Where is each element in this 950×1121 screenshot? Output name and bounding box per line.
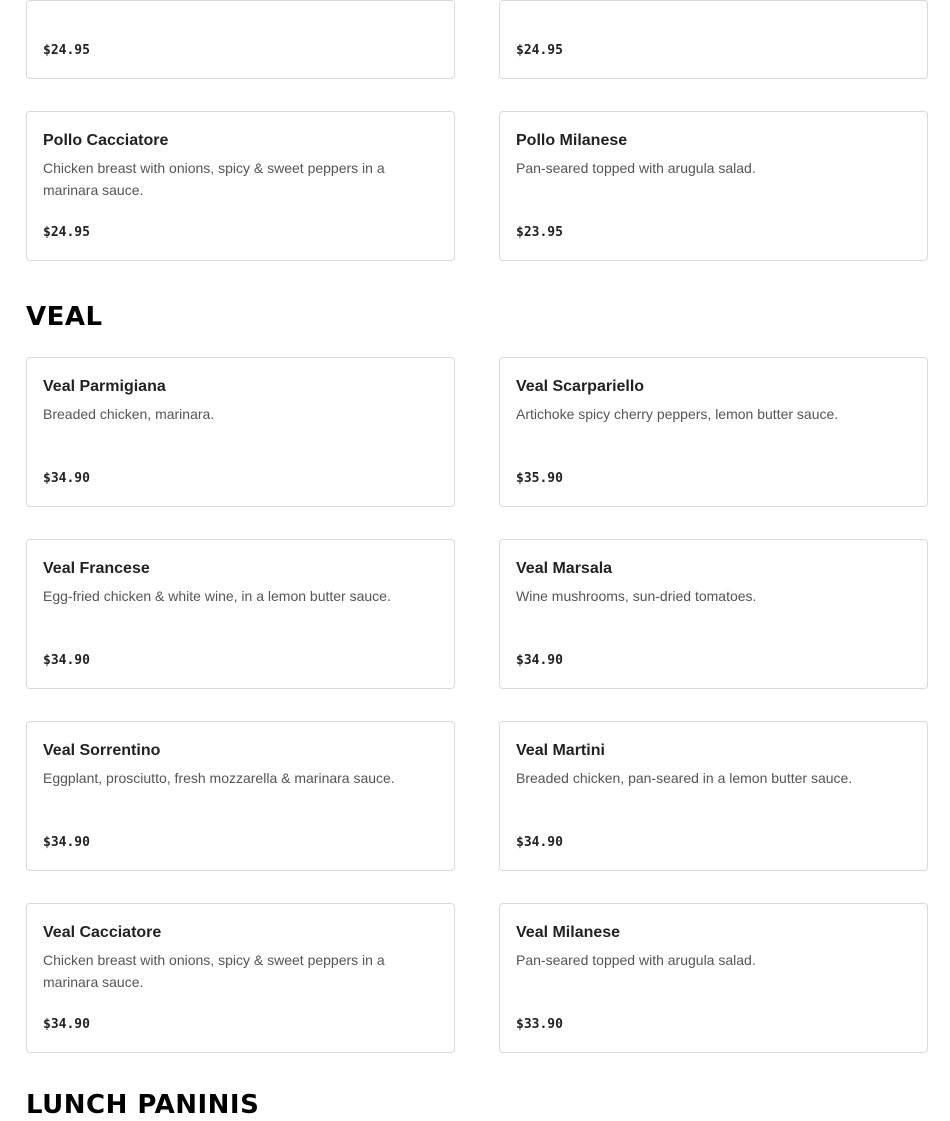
menu-item-name: Veal Sorrentino [43, 742, 161, 759]
menu-item-description: Artichoke spicy cherry peppers, lemon butter sauce. [516, 406, 839, 422]
section-title-lunch-paninis: LUNCH PANINIS [26, 1090, 260, 1120]
menu-grid-veal [26, 357, 928, 1053]
menu-item-name: Pollo Cacciatore [43, 132, 169, 149]
menu-item-price: $34.90 [43, 471, 90, 486]
menu-item-description: Eggplant, prosciutto, fresh mozzarella & marinara sauce. [43, 770, 395, 786]
menu-item-card[interactable] [26, 539, 455, 689]
menu-item-description: Pan-seared topped with arugula salad. [516, 160, 756, 176]
menu-item-price: $34.90 [43, 835, 90, 850]
menu-item-card[interactable] [499, 721, 928, 871]
menu-item-name: Veal Parmigiana [43, 378, 166, 395]
menu-item-name: Veal Francese [43, 560, 150, 577]
menu-item-card[interactable] [26, 357, 455, 507]
menu-item-description: Wine mushrooms, sun-dried tomatoes. [516, 588, 757, 604]
menu-item-card[interactable] [499, 111, 928, 261]
menu-item-card[interactable] [499, 903, 928, 1053]
menu-item-name: Veal Milanese [516, 924, 621, 941]
menu-item-card[interactable] [26, 721, 455, 871]
menu-item-description: Egg-fried chicken & white wine, in a lemon butter sauce. [43, 588, 391, 604]
menu-item-description: Chicken breast with onions, spicy & sweet peppers in a marinara sauce. [43, 160, 385, 198]
menu-item-price: $34.90 [43, 1017, 90, 1032]
menu-item-description: Pan-seared topped with arugula salad. [516, 952, 756, 968]
section-title-veal: VEAL [26, 302, 103, 332]
menu-item-card[interactable] [26, 111, 455, 261]
menu-item-price: $35.90 [516, 471, 563, 486]
menu-item-price: $23.95 [516, 225, 563, 240]
menu-item-description: Breaded chicken, marinara. [43, 406, 215, 422]
menu-grid-top-partial [26, 0, 928, 79]
menu-item-price: $33.90 [516, 1017, 563, 1032]
menu-item-card[interactable] [26, 903, 455, 1053]
menu-item-price: $34.90 [43, 653, 90, 668]
menu-item-name: Veal Marsala [516, 560, 613, 577]
menu-item-price: $24.95 [43, 225, 90, 240]
menu-item-price: $34.90 [516, 835, 563, 850]
menu-item-price: $34.90 [516, 653, 563, 668]
menu-item-card[interactable] [26, 0, 455, 79]
menu-item-price: $24.95 [516, 43, 563, 58]
menu-grid-chicken [26, 111, 928, 261]
menu-item-name: Pollo Milanese [516, 132, 628, 149]
menu-item-card[interactable] [499, 0, 928, 79]
menu-item-name: Veal Cacciatore [43, 924, 162, 941]
menu-item-price: $24.95 [43, 43, 90, 58]
menu-item-card[interactable] [499, 539, 928, 689]
menu-item-description: Chicken breast with onions, spicy & sweet peppers in a marinara sauce. [43, 952, 385, 990]
menu-item-name: Veal Scarpariello [516, 378, 645, 395]
menu-item-card[interactable] [499, 357, 928, 507]
menu-item-name: Veal Martini [516, 742, 605, 759]
menu-item-description: Breaded chicken, pan-seared in a lemon butter sauce. [516, 770, 853, 786]
